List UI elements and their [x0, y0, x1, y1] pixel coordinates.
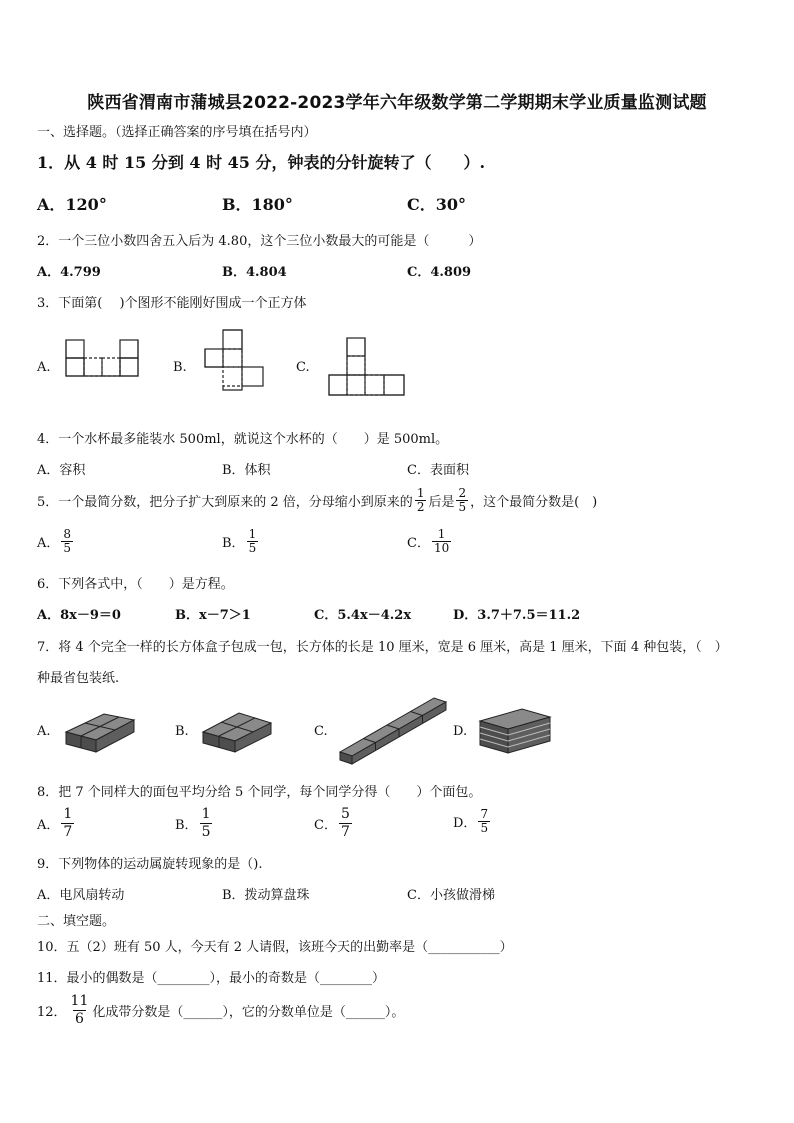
q6-option-b: B．x－7＞1	[175, 608, 251, 623]
package-c-figure	[338, 694, 450, 766]
q7-option-c: C.	[314, 724, 328, 739]
q3-option-c: C.	[296, 360, 310, 375]
q6-option-d: D．3.7＋7.5＝11.2	[453, 608, 581, 623]
fraction-numerator: 2	[458, 486, 467, 500]
fraction-numerator: 11	[70, 993, 89, 1009]
question-5	[37, 487, 597, 514]
fraction-denominator: 5	[480, 821, 489, 835]
q12-text: 化成带分数是（______），它的分数单位是（______）。	[92, 1005, 405, 1020]
fraction-denominator: 5	[458, 500, 467, 514]
q5-option-a	[37, 528, 75, 555]
fraction-denominator: 5	[248, 541, 257, 555]
question-2: 2．一个三位小数四舍五入后为 4.80，这个三位小数最大的可能是（ ）	[37, 234, 482, 249]
question-8: 8．把 7 个同样大的面包平均分给 5 个同学，每个同学分得（ ）个面包。	[37, 785, 482, 800]
q3-option-b: B.	[173, 360, 187, 375]
q2-option-b: B．4.804	[222, 265, 287, 280]
q7-option-b: B.	[175, 724, 189, 739]
q5-option-b	[222, 528, 260, 555]
q9-option-b: B．拨动算盘珠	[222, 888, 310, 903]
fraction-numerator: 1	[416, 486, 425, 500]
q5-text-a: 5．一个最简分数，把分子扩大到原来的 2 倍，分母缩小到原来的	[37, 495, 413, 510]
fraction-denominator: 2	[416, 500, 425, 514]
option-label: B．	[222, 536, 245, 551]
exam-title: 陕西省渭南市蒲城县2022-2023学年六年级数学第二学期期末学业质量监测试题	[87, 93, 707, 113]
question-6: 6．下列各式中，（ ）是方程。	[37, 577, 234, 592]
fraction-denominator: 7	[340, 824, 350, 840]
q5-fraction-half	[415, 487, 427, 514]
fraction-numerator: 5	[340, 806, 350, 822]
option-fraction	[61, 806, 74, 841]
question-11: 11．最小的偶数是（________），最小的奇数是（________）	[37, 971, 386, 986]
fraction-denominator: 10	[433, 541, 450, 555]
q6-option-c: C．5.4x－4.2x	[314, 608, 412, 623]
fraction-denominator: 5	[201, 824, 211, 840]
q12-fraction	[69, 993, 91, 1028]
cube-net-a-figure	[64, 338, 144, 380]
fraction-numerator: 8	[63, 527, 72, 541]
q7-option-d: D.	[453, 724, 468, 739]
q1-option-a: A．120°	[37, 195, 107, 214]
q9-option-a: A．电风扇转动	[37, 888, 125, 903]
q6-option-a: A．8x－9＝0	[37, 608, 121, 623]
q8-option-c	[314, 806, 354, 841]
option-label: B．	[175, 818, 198, 833]
question-number: 12．	[37, 1005, 67, 1020]
option-label: C．	[314, 818, 337, 833]
option-fraction	[61, 528, 73, 555]
fraction-numerator: 1	[437, 527, 446, 541]
option-label: C．	[407, 536, 430, 551]
section-heading-choice: 一、选择题。（选择正确答案的序号填在括号内）	[37, 125, 317, 140]
package-d-figure	[478, 707, 552, 755]
q5-option-c	[407, 528, 453, 555]
q5-text-b: 后是	[428, 495, 455, 510]
option-fraction	[432, 528, 451, 555]
package-a-figure	[64, 706, 136, 754]
question-10: 10．五（2）班有 50 人，今天有 2 人请假，该班今天的出勤率是（___________）	[37, 940, 513, 955]
option-label: A．	[37, 536, 60, 551]
option-fraction	[247, 528, 259, 555]
fraction-numerator: 7	[480, 807, 489, 821]
q8-option-a	[37, 806, 76, 841]
option-fraction	[200, 806, 213, 841]
option-label: D．	[453, 816, 477, 831]
q3-option-a: A.	[37, 360, 51, 375]
question-1: 1．从 4 时 15 分到 4 时 45 分，钟表的分针旋转了（ ）.	[37, 153, 486, 172]
q2-option-c: C．4.809	[407, 265, 472, 280]
q7-option-a: A.	[37, 724, 51, 739]
q8-option-b	[175, 806, 214, 841]
fraction-denominator: 7	[63, 824, 73, 840]
question-3: 3．下面第( )个图形不能刚好围成一个正方体	[37, 296, 307, 311]
fraction-denominator: 6	[75, 1011, 84, 1027]
q5-text-c: ，这个最简分数是( )	[470, 495, 598, 510]
package-b-figure	[201, 705, 273, 753]
question-4: 4．一个水杯最多能装水 500ml，就说这个水杯的（ ）是 500ml。	[37, 432, 449, 447]
fraction-numerator: 1	[201, 806, 211, 822]
option-fraction	[478, 808, 490, 835]
fraction-numerator: 1	[248, 527, 257, 541]
q5-fraction-two-fifths	[456, 487, 468, 514]
q8-option-d	[453, 808, 492, 835]
section-heading-fill-in: 二、填空题。	[37, 914, 116, 929]
question-7-line-1: 7．将 4 个完全一样的长方体盒子包成一包，长方体的长是 10 厘米，宽是 6 厘米，高是 1 厘米，下面 4 种包装，（ ）	[37, 640, 728, 655]
question-12	[37, 993, 404, 1028]
q4-option-b: B．体积	[222, 463, 271, 478]
q4-option-c: C．表面积	[407, 463, 469, 478]
q1-option-b: B．180°	[222, 195, 293, 214]
fraction-numerator: 1	[63, 806, 73, 822]
fraction-denominator: 5	[63, 541, 72, 555]
q2-option-a: A．4.799	[37, 265, 101, 280]
cube-net-c-figure	[327, 336, 409, 400]
q4-option-a: A．容积	[37, 463, 86, 478]
cube-net-b-figure	[203, 328, 267, 392]
q1-option-c: C．30°	[407, 195, 467, 214]
question-9: 9．下列物体的运动属旋转现象的是（).	[37, 857, 263, 872]
option-label: A．	[37, 818, 60, 833]
question-7-line-2: 种最省包装纸.	[37, 671, 120, 686]
q9-option-c: C．小孩做滑梯	[407, 888, 495, 903]
option-fraction	[339, 806, 352, 841]
